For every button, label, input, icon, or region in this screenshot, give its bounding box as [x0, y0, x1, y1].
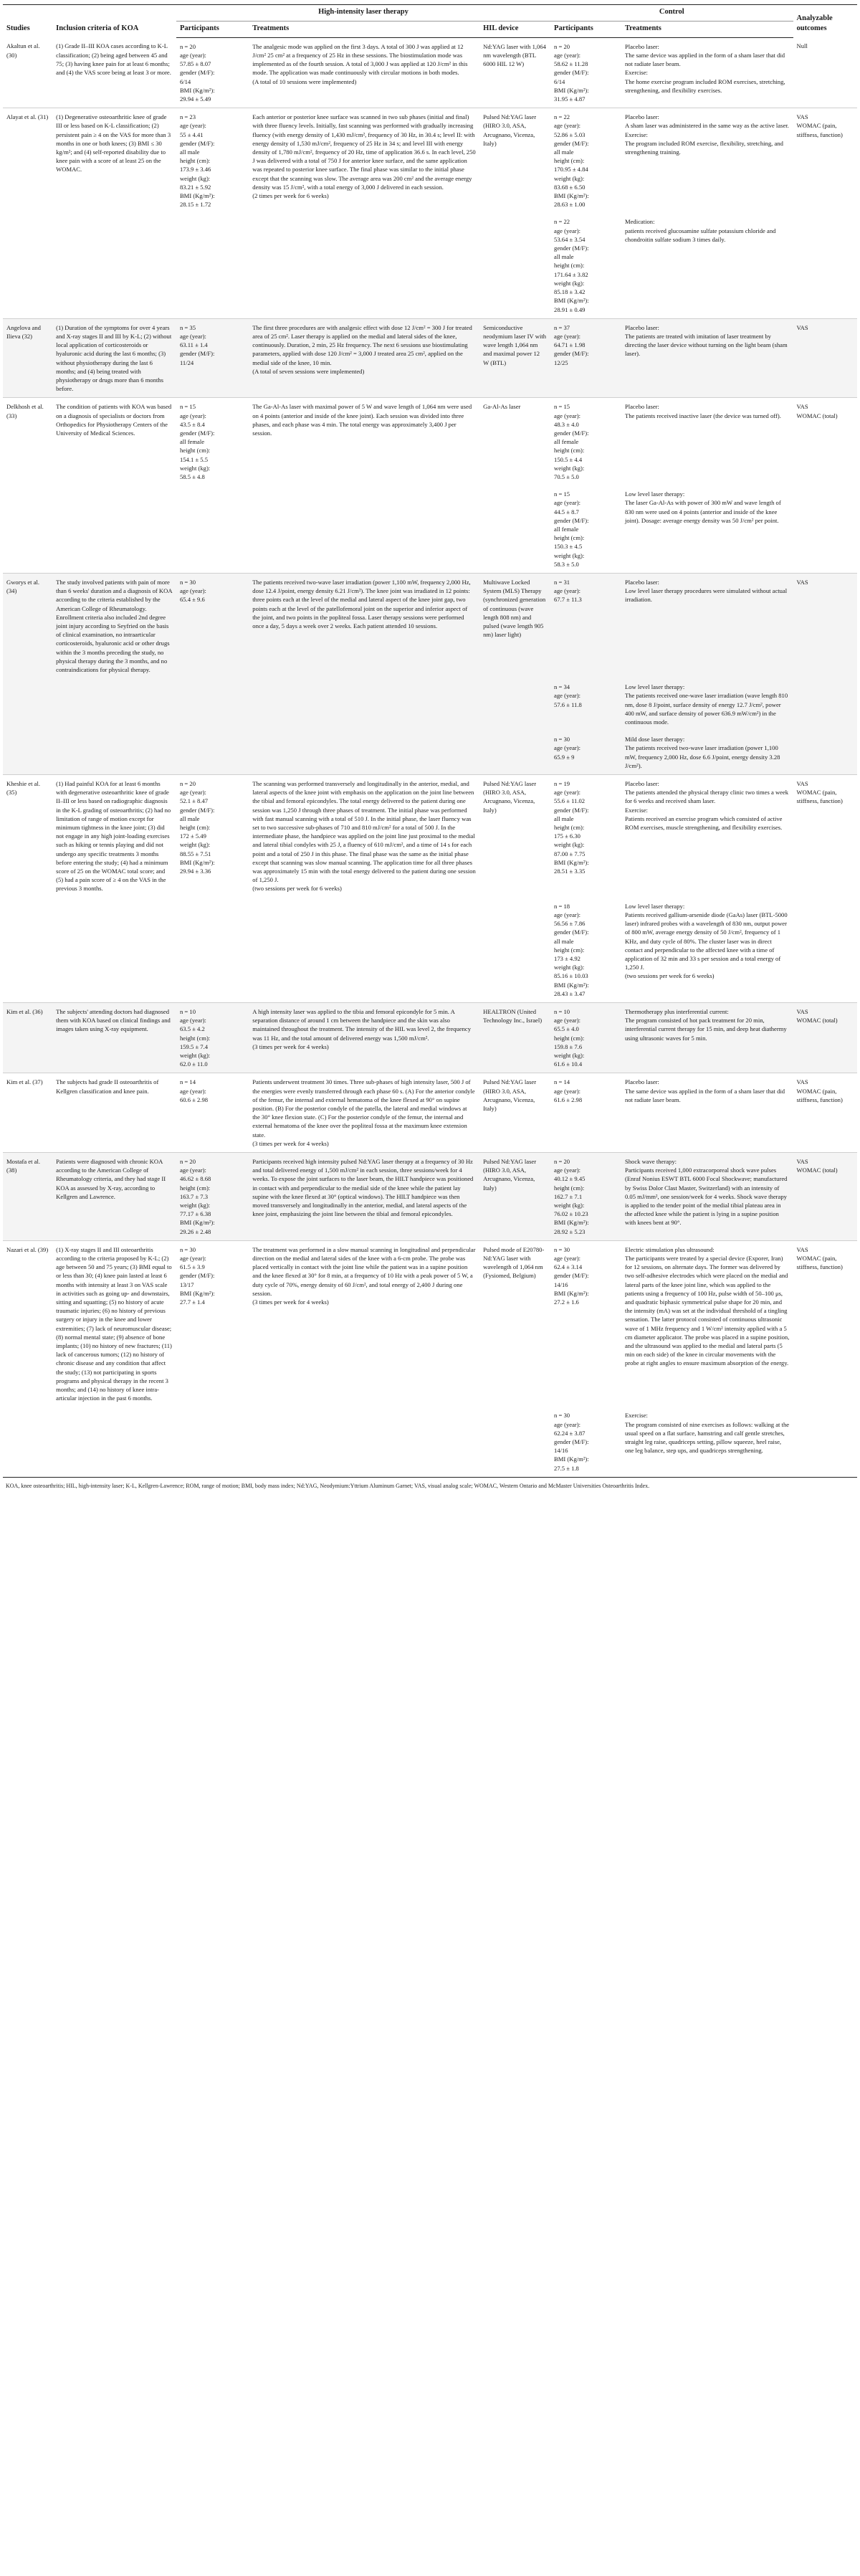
- cell-control-participants-text: n = 20 age (year): 58.62 ± 11.28 gender (M/F): 6/14 BMI (Kg/m²): 31.95 ± 4.87: [554, 42, 589, 103]
- cell-inclusion-criteria-text: (1) Grade II–III KOA cases according to K-L classification; (2) being aged between 45 and 75; (3) having knee pain for at least 6 months; and (4) the VAS score being at least 3 or more.: [56, 42, 171, 76]
- cell-inclusion-criteria: [52, 573, 176, 678]
- cell-inclusion-criteria: [52, 398, 176, 485]
- cell-outcomes: [793, 1152, 857, 1240]
- cell-hilt-participants-text: n = 14 age (year): 60.6 ± 2.98: [179, 1078, 209, 1103]
- table-row: [3, 898, 857, 1003]
- cell-inclusion-criteria: [52, 485, 176, 573]
- cell-study: [3, 898, 52, 1003]
- cell-inclusion-criteria: [52, 1152, 176, 1240]
- table-row: [3, 318, 857, 398]
- cell-hil-device-text: Multiwave Locked System (MLS) Therapy (synchronized generation of continuous (wave length 808 nm) and pulsed (wave length 905 nm) laser light): [483, 578, 546, 639]
- cell-hil-device: [479, 731, 550, 774]
- header-control-participants: Participants: [550, 21, 621, 37]
- cell-control-participants: [550, 678, 621, 731]
- cell-control-treatment-text: Electric stimulation plus ultrasound: The participants were treated by a special device (Exporer, Iran) for 12 sessions, on alternate days. The former was delivered by two self-adhesive electrodes which were placed on the medial and lateral parts of the knee joint line, which was applied to the patients using a frequency of 100 Hz, pulse width of 50–100 μs, and quadratic biphasic symmetrical pulse shape for 20 min, and the intensity (mA) was set at the individual threshold of a tingling sensation. The latter protocol consisted of continuous ultrasonic wave of 1 MHz frequency and 1 W/cm² intensity applied with a 5 cm diameter applicator. The probe was placed in a supine position, and the ultrasound was applied to the medial and lateral parts (5 min on each side) of the knee in circular movements with the probe at right angles to ensure maximum absorption of the energy.: [624, 1245, 790, 1367]
- cell-control-treatment-text: Placebo laser: The same device was applied in the form of a sham laser that did not radiate laser beam. Exercise: The home exercise program included ROM exercises, stretching, strengthening, and flexibility exercises.: [624, 42, 785, 94]
- cell-study: [3, 37, 52, 108]
- cell-study-text: Angelova and Ilieva (32): [6, 323, 41, 340]
- header-hilt-treatments: Treatments: [249, 21, 479, 37]
- cell-hilt-treatment-text: Participants received high intensity pulsed Nd:YAG laser therapy at a frequency of 30 Hz and total delivered energy of 1,500 mJ/cm² in each session, three sessions/week for 4 weeks. To expose the joint surfaces to the laser beam, the HILT handpiece was positioned in contact with and perpendicular to the medial side of the knee while the patient lay supine with the knee flexed at 30° (optical windows). The HILT handpiece was then moved transversely and longitudinally in the anterior, medial, and lateral aspects of the knee joint, emphasizing the joint line between the tibial and femoral epicondyles.: [252, 1157, 474, 1218]
- cell-study: [3, 485, 52, 573]
- cell-control-treatment: [621, 213, 793, 318]
- cell-outcomes-text: VAS: [796, 578, 808, 586]
- cell-study: [3, 1240, 52, 1407]
- cell-study: [3, 775, 52, 898]
- cell-hil-device: [479, 573, 550, 678]
- cell-control-treatment-text: Mild dose laser therapy: The patients received two-wave laser irradiation (power 1,100 mW, frequency 2,000 Hz, dose 6.6 J/point, energy density 3.28 J/cm²).: [624, 736, 780, 769]
- cell-inclusion-criteria: [52, 1073, 176, 1153]
- cell-outcomes: [793, 1073, 857, 1153]
- cell-hilt-participants: [176, 318, 249, 398]
- cell-control-treatment: [621, 485, 793, 573]
- table-row: [3, 1073, 857, 1153]
- table-footnote: KOA, knee osteoarthritis; HIL, high-intensity laser; K-L, Kellgren-Lawrence; ROM, range of motion; BMI, body mass index; Nd:YAG, Neodymium:Yttrium Aluminum Garnet; VAS, visual analog scale; WOMAC, Western Ontario and McMaster Universities Osteoarthritis Index.: [6, 1482, 650, 1489]
- cell-control-participants: [550, 1073, 621, 1153]
- cell-hilt-participants-text: n = 20 age (year): 57.85 ± 8.07 gender (M/F): 6/14 BMI (Kg/m²): 29.94 ± 5.49: [179, 42, 215, 103]
- cell-hilt-treatment-text: The first three procedures are with analgesic effect with dose 12 J/cm² = 300 J for treated area of 25 cm². Laser therapy is applied on the medial and lateral sides of the knee, continuously. Duration, 2 min, 25 Hz frequency. The next 6 sessions use biostimulating parameters, applied with dose 120 J/cm² = 3,000 J treated area 25 cm², applied on the medial side of the knee, 10 min. (A total of seven sessions were implemented): [252, 323, 472, 375]
- cell-hil-device-text: Nd:YAG laser with 1,064 nm wavelength (BTL 6000 HIL 12 W): [483, 42, 546, 68]
- table-row: [3, 37, 857, 108]
- cell-hilt-participants: [176, 108, 249, 214]
- cell-hilt-treatment-text: The treatment was performed in a slow manual scanning in longitudinal and perpendicular direction on the medial and lateral sides of the knee with a 6-cm probe. The probe was placed vertically in contact with the joint line while the patient was in a supine position and the knee flexed at 30° for 8 min, at a frequency of 10 Hz with a peak power of 5 W, a duty cycle of 70%, energy density of 60 J/cm², and total energy of 2,400 J during one session. (3 times per week for 4 weeks): [252, 1245, 476, 1306]
- cell-hilt-treatment: [249, 1240, 479, 1407]
- cell-control-participants-text: n = 14 age (year): 61.6 ± 2.98: [554, 1078, 583, 1103]
- cell-outcomes: [793, 485, 857, 573]
- cell-outcomes: [793, 731, 857, 774]
- cell-hil-device: [479, 678, 550, 731]
- cell-inclusion-criteria: [52, 318, 176, 398]
- cell-inclusion-criteria: [52, 1002, 176, 1073]
- table-row: [3, 1152, 857, 1240]
- cell-control-treatment: [621, 573, 793, 678]
- table-row: [3, 213, 857, 318]
- cell-hil-device: [479, 318, 550, 398]
- cell-hil-device-text: HEALTRON (United Technology Inc., Israel): [483, 1007, 543, 1025]
- cell-outcomes-text: VAS WOMAC (pain, stiffness, function): [796, 780, 843, 805]
- cell-hilt-treatment: [249, 1002, 479, 1073]
- cell-hilt-participants-text: n = 30 age (year): 65.4 ± 9.6: [179, 578, 206, 604]
- cell-control-participants-text: n = 30 age (year): 62.4 ± 3.14 gender (M/F): 14/16 BMI (Kg/m²): 27.2 ± 1.6: [554, 1245, 589, 1306]
- table-row: [3, 485, 857, 573]
- cell-hilt-participants-text: n = 20 age (year): 52.1 ± 8.47 gender (M/F): all male height (cm): 172 ± 5.49 weight (kg): 88.55 ± 7.51 BMI (Kg/m²): 29.94 ± 3.36: [179, 780, 215, 875]
- cell-hil-device-text: Ga-Al-As laser: [483, 403, 521, 411]
- cell-control-treatment: [621, 775, 793, 898]
- table-row: [3, 1240, 857, 1407]
- cell-study: [3, 318, 52, 398]
- cell-outcomes-text: VAS WOMAC (pain, stiffness, function): [796, 1078, 843, 1103]
- cell-control-treatment-text: Low level laser therapy: The laser Ga-Al-As with power of 300 mW and wave length of 830 nm were used on 4 points (anterior and inside of the knee joint). Dosage: average energy density was 50 J/cm² per point.: [624, 490, 781, 524]
- header-studies: Studies: [3, 5, 52, 38]
- cell-study: [3, 213, 52, 318]
- header-control-treatments: Treatments: [621, 21, 793, 37]
- cell-hilt-treatment: [249, 108, 479, 214]
- cell-hil-device: [479, 898, 550, 1003]
- cell-hilt-treatment: [249, 1073, 479, 1153]
- cell-outcomes: [793, 1240, 857, 1407]
- cell-control-treatment-text: Placebo laser: Low level laser therapy procedures were simulated without actual irradiation.: [624, 578, 788, 604]
- cell-study-text: Nazari et al. (39): [6, 1245, 49, 1253]
- cell-inclusion-criteria-text: The condition of patients with KOA was based on a diagnosis of specialists or doctors from Orthopedics for Physiotherapy Centers of the University of Medical Sciences.: [56, 403, 172, 437]
- cell-hilt-participants-text: n = 20 age (year): 46.62 ± 8.68 height (cm): 163.7 ± 7.3 weight (kg): 77.17 ± 6.38 BMI (Kg/m²): 29.26 ± 2.48: [179, 1157, 215, 1235]
- cell-study-text: Kheshie et al. (35): [6, 780, 41, 797]
- cell-control-treatment: [621, 398, 793, 485]
- cell-hilt-treatment-text: A high intensity laser was applied to the tibia and femoral epicondyle for 5 min. A separation distance of around 1 cm between the handpiece and the skin was also maintained throughout the treatment. The intensity of the HIL was level 2, the frequency was 11 Hz, and the total amount of delivered energy was 1,500 mJ/cm². (3 times per week for 4 weeks): [252, 1007, 472, 1050]
- header-hilt-group: High-intensity laser therapy: [176, 5, 550, 22]
- cell-hilt-treatment: [249, 898, 479, 1003]
- cell-outcomes-text: VAS WOMAC (pain, stiffness, function): [796, 113, 843, 138]
- cell-hil-device: [479, 1073, 550, 1153]
- table-row: [3, 678, 857, 731]
- cell-study-text: Delkhosh et al. (33): [6, 403, 44, 419]
- cell-hilt-treatment: [249, 485, 479, 573]
- cell-control-participants: [550, 485, 621, 573]
- cell-control-participants-text: n = 18 age (year): 56.56 ± 7.86 gender (M/F): all male height (cm): 173 ± 4.92 weight (kg): 85.16 ± 10.03 BMI (Kg/m²): 28.43 ± 3.47: [554, 902, 589, 997]
- table-header: [3, 5, 857, 38]
- cell-inclusion-criteria: [52, 108, 176, 214]
- cell-outcomes-text: VAS WOMAC (total): [796, 1007, 838, 1025]
- cell-hilt-treatment-text: The patients received two-wave laser irradiation (power 1,100 mW, frequency 2,000 Hz, dose 12.4 J/point, energy density 6.21 J/cm²). The knee joint was irradiated in 12 points: three points each at the level of the medial and lateral aspect of the knee joint gap, two points each at the level of the patellofemoral joint on the superior and inferior aspect of the joint, and two points in the popliteal fossa. Laser therapy sessions were performed once a day, 5 days a week over 2 weeks. Each patient attended 10 sessions.: [252, 578, 471, 629]
- cell-control-participants: [550, 1407, 621, 1477]
- cell-study-text: Kim et al. (37): [6, 1078, 43, 1086]
- cell-hil-device: [479, 1240, 550, 1407]
- cell-hilt-treatment-text: Patients underwent treatment 30 times. Three sub-phases of high intensity laser, 500 J of the energies were evenly transferred through each phase 60 s. (A) For the anterior condyle of the femur, the internal and external hematoma of the knee flexed at 90° on supine position. (B) For the posterior condyle of the patella, the lateral and medial windows at the 30° knee flexion state. (C) For the posterior condyle of the femur, the internal and external hematoma of the knee over the popliteal fossa at the maximum knee extension state. (3 times per week for 4 weeks): [252, 1078, 475, 1147]
- cell-control-participants: [550, 213, 621, 318]
- cell-outcomes: [793, 678, 857, 731]
- cell-hilt-treatment: [249, 213, 479, 318]
- cell-study: [3, 1002, 52, 1073]
- cell-hilt-treatment: [249, 731, 479, 774]
- cell-study: [3, 1407, 52, 1477]
- cell-inclusion-criteria-text: The subjects had grade II osteoarthritis of Kellgren classification and knee pain.: [56, 1078, 159, 1095]
- table-row: [3, 1002, 857, 1073]
- cell-inclusion-criteria: [52, 731, 176, 774]
- cell-control-treatment-text: Thermotherapy plus interferential current: The program consisted of hot pack treatment for 20 min, interferential current therapy for 15 min, and deep heat diathermy using ultrasonic waves for 5 min.: [624, 1007, 787, 1042]
- cell-control-participants: [550, 108, 621, 214]
- cell-control-participants-text: n = 10 age (year): 65.5 ± 4.0 height (cm): 159.8 ± 7.6 weight (kg): 61.6 ± 10.4: [554, 1007, 585, 1068]
- cell-inclusion-criteria-text: Patients were diagnosed with chronic KOA according to the American College of Rheumatology criteria, and they had stage II KOA as assessed by X-ray, according to Kellgren and Lawrence.: [56, 1157, 166, 1200]
- cell-control-participants: [550, 318, 621, 398]
- cell-control-participants: [550, 573, 621, 678]
- cell-hil-device-text: Pulsed Nd:YAG laser (HIRO 3.0, ASA, Arcugnano, Vicenza, Italy): [483, 113, 537, 147]
- cell-inclusion-criteria: [52, 37, 176, 108]
- cell-study-text: Akaltun et al. (30): [6, 42, 40, 59]
- cell-hilt-participants: [176, 731, 249, 774]
- cell-hil-device: [479, 398, 550, 485]
- cell-control-participants-text: n = 30 age (year): 65.9 ± 9: [554, 736, 581, 761]
- cell-control-participants: [550, 731, 621, 774]
- cell-control-participants-text: n = 30 age (year): 62.24 ± 3.87 gender (M/F): 14/16 BMI (Kg/m²): 27.5 ± 1.8: [554, 1412, 589, 1472]
- cell-inclusion-criteria: [52, 1407, 176, 1477]
- cell-study: [3, 108, 52, 214]
- cell-control-treatment-text: Placebo laser: The patients received inactive laser (the device was turned off).: [624, 403, 781, 419]
- cell-inclusion-criteria-text: The study involved patients with pain of more than 6 weeks' duration and a diagnosis of KOA according to the criteria established by the American College of Rheumatology. Enrollment criteria also included 2nd degree joint injury according to Seyfried on the basis of clinical examination, no intraarticular corticosteroids, hyaluronic acid or other drugs within the 3 months preceding the study, no physical therapy during the 3 months, and no contraindications for physical therapy.: [56, 578, 173, 674]
- cell-hilt-treatment-text: The scanning was performed transversely and longitudinally in the anterior, medial, and lateral aspects of the knee joint with emphasis on the application on the joint line between the tibial and femoral epicondyles. The total energy delivered to the patient during one session was 1,250 J through three phases of treatment. The initial phase was performed with fast manual scanning with a total of 510 J. In the initial phase, the laser fluency was set to two successive sub-phases of 710 and 810 mJ/cm² for a total of 500 J. In the intermediate phase, the handpiece was applied on the joint line just proximal to the medial and lateral tibial condyles with 25 J, a fluency of 610 mJ/cm², and a time of 14 s for each point and a total of 250 J in this phase. The final phase was the same as the initial phase except that scanning was slow manual scanning. The application time for all three phases was approximately 15 min with the total energy delivered to the patient during one session of 1,250 J. (two sessions per week for 6 weeks): [252, 780, 476, 893]
- cell-control-treatment-text: Placebo laser: The patients attended the physical therapy clinic two times a week for 6 weeks and received sham laser. Exercise: Patients received an exercise program which consisted of active ROM exercises, muscle strengthening, and flexibility exercises.: [624, 780, 789, 832]
- cell-hil-device: [479, 37, 550, 108]
- cell-control-treatment: [621, 37, 793, 108]
- cell-control-participants-text: n = 34 age (year): 57.6 ± 11.8: [554, 683, 582, 708]
- table-row: [3, 108, 857, 214]
- cell-control-treatment-text: Medication: patients received glucosamine sulfate potassium chloride and chondroitin sulfate sodium 3 times daily.: [624, 218, 776, 243]
- cell-control-participants-text: n = 15 age (year): 44.5 ± 8.7 gender (M/F): all female height (cm): 150.3 ± 4.5 weight (kg): 58.3 ± 5.0: [554, 490, 589, 568]
- cell-hil-device: [479, 1407, 550, 1477]
- header-inclusion: Inclusion criteria of KOA: [52, 5, 176, 38]
- cell-hil-device-text: Pulsed Nd:YAG laser (HIRO 3.0, ASA, Arcugnano, Vicenza, Italy): [483, 1078, 537, 1112]
- cell-hilt-participants-text: n = 23 age (year): 55 ± 4.41 gender (M/F): all male height (cm): 173.9 ± 3.46 weight (kg): 83.21 ± 5.92 BMI (Kg/m²): 28.15 ± 1.72: [179, 113, 215, 209]
- cell-inclusion-criteria-text: (1) Degenerative osteoarthritic knee of grade III or less based on K-L classification; (2) persistent pain ≥ 4 on the VAS for more than 3 months in one or both knees; (3) BMI ≤ 30 kg/m²; and (4) self-reported disability due to knee pain with a score of at least 25 on the WOMAC.: [56, 113, 171, 174]
- cell-hilt-treatment: [249, 398, 479, 485]
- cell-study-text: Kim et al. (36): [6, 1007, 43, 1015]
- cell-control-treatment: [621, 731, 793, 774]
- cell-control-treatment: [621, 1152, 793, 1240]
- cell-hil-device: [479, 775, 550, 898]
- cell-control-treatment-text: Shock wave therapy: Participants received 1,000 extracorporeal shock wave pulses (Enraf Nonius ESWT BTL 6000 Focal Shockwave; manufactured by Swiss Dolor Clast Master, Switzerland) with an intensity of 0.05 mJ/mm², one session/week for 4 weeks. Shock wave therapy is applied to the tender point of the medial tibial plateau area in the affected knee while the patient is lying in a supine position with knees bent at 90°.: [624, 1157, 788, 1227]
- cell-hil-device: [479, 108, 550, 214]
- cell-hilt-participants: [176, 678, 249, 731]
- cell-control-participants-text: n = 22 age (year): 53.64 ± 3.54 gender (M/F): all male height (cm): 171.64 ± 3.82 weight (kg): 85.18 ± 3.42 BMI (Kg/m²): 28.91 ± 0.49: [554, 218, 589, 313]
- cell-hilt-treatment: [249, 37, 479, 108]
- cell-hilt-treatment-text: The analgesic mode was applied on the first 3 days. A total of 300 J was applied at 12 J/cm² 25 cm² at a frequency of 25 Hz in these sessions. The biostimulation mode was implemented as of the fourth session. A total of 3,000 J was applied at 120 J/cm² in this mode. The application was made continuously with circular motions in both modes. (A total of 10 sessions were implemented): [252, 42, 468, 85]
- header-control-group: Control: [550, 5, 793, 22]
- table-row: [3, 775, 857, 898]
- cell-inclusion-criteria: [52, 775, 176, 898]
- cell-hilt-treatment-text: Each anterior or posterior knee surface was scanned in two sub phases (initial and final) with three fluency levels. Initially, fast scanning was performed with gradually increasing fluency (with energy density of 1,430 mJ/cm², frequency of 30 Hz, in 30.4 s; level II: with energy density of 1,530 mJ/cm², frequency of 25 Hz in 34 s; and level III with energy density of 1,780 mJ/cm², frequency of 20 Hz, time of application 36.6 s. In each level, 250 J was delivered with a total of 750 J for anterior knee surface, and the same application was repeated to posterior knee surface. The final phase was similar to the initial phase except that the scanning was slow. The average area was 200 cm² and the average energy density was 15 J/cm², with a total energy of 3,000 J delivered in each session. (2 times per week for 6 weeks): [252, 113, 476, 200]
- cell-hil-device-text: Pulsed mode of E20780-Nd:YAG laser with wavelength of 1,064 nm (Fysiomed, Belgium): [483, 1245, 545, 1280]
- cell-control-participants: [550, 1240, 621, 1407]
- cell-hilt-participants: [176, 1002, 249, 1073]
- cell-study: [3, 678, 52, 731]
- table-body: [3, 37, 857, 1477]
- cell-hilt-treatment: [249, 573, 479, 678]
- table-row: [3, 398, 857, 485]
- cell-control-treatment-text: Low level laser therapy: Patients received gallium-arsenide diode (GaAs) laser (BTL-5000 laser) infrared probes with a wavelength of 830 nm, output power of 800 mW, average energy density of 50 J/cm², frequency of 1 KHz, and duty cycle of 80%. The cluster laser was in direct contact and perpendicular to the affected knee with a time of application of 32 min and 33 s per session and a total energy of 1,250 J. (two sessions per week for 6 weeks): [624, 902, 788, 980]
- cell-outcomes-text: VAS: [796, 323, 808, 331]
- cell-hil-device: [479, 1002, 550, 1073]
- cell-hilt-participants: [176, 1073, 249, 1153]
- table-row: [3, 1407, 857, 1477]
- cell-outcomes: [793, 108, 857, 214]
- cell-outcomes: [793, 37, 857, 108]
- cell-control-participants: [550, 1002, 621, 1073]
- cell-control-treatment: [621, 1240, 793, 1407]
- cell-study-text: Mostafa et al. (38): [6, 1157, 41, 1174]
- cell-hilt-participants: [176, 485, 249, 573]
- cell-control-participants-text: n = 31 age (year): 67.7 ± 11.3: [554, 578, 582, 604]
- cell-control-participants-text: n = 19 age (year): 55.6 ± 11.02 gender (M/F): all male height (cm): 175 ± 6.30 weight (kg): 87.00 ± 7.75 BMI (Kg/m²): 28.51 ± 3.35: [554, 780, 589, 875]
- cell-control-treatment: [621, 1073, 793, 1153]
- cell-hilt-participants-text: n = 35 age (year): 63.11 ± 1.4 gender (M/F): 11/24: [179, 323, 215, 366]
- cell-hil-device-text: Semiconductive neodymium laser IV with wave length 1,064 nm and maximal power 12 W (BTL): [483, 323, 547, 366]
- cell-control-participants: [550, 898, 621, 1003]
- cell-study: [3, 731, 52, 774]
- cell-hilt-participants-text: n = 10 age (year): 63.5 ± 4.2 height (cm): 159.5 ± 7.4 weight (kg): 62.0 ± 11.0: [179, 1007, 211, 1068]
- cell-study: [3, 573, 52, 678]
- cell-hilt-participants-text: n = 15 age (year): 43.5 ± 8.4 gender (M/F): all female height (cm): 154.1 ± 5.5 weight (kg): 58.5 ± 4.8: [179, 403, 215, 480]
- cell-control-participants: [550, 775, 621, 898]
- cell-hil-device: [479, 485, 550, 573]
- cell-hil-device: [479, 1152, 550, 1240]
- cell-study: [3, 1073, 52, 1153]
- cell-hilt-participants: [176, 1407, 249, 1477]
- cell-control-treatment: [621, 898, 793, 1003]
- cell-hilt-treatment: [249, 1407, 479, 1477]
- cell-control-treatment: [621, 318, 793, 398]
- cell-control-treatment: [621, 678, 793, 731]
- cell-outcomes: [793, 398, 857, 485]
- cell-outcomes-text: VAS WOMAC (total): [796, 403, 838, 419]
- cell-outcomes-text: Null: [796, 42, 808, 50]
- header-hilt-participants: Participants: [176, 21, 249, 37]
- cell-control-participants-text: n = 20 age (year): 40.12 ± 9.45 height (cm): 162.7 ± 7.1 weight (kg): 76.02 ± 10.23 BMI (Kg/m²): 28.92 ± 5.23: [554, 1157, 589, 1235]
- cell-inclusion-criteria: [52, 898, 176, 1003]
- cell-control-treatment-text: Low level laser therapy: The patients received one-wave laser irradiation (wave length 810 nm, dose 8 J/point, surface density of energy 12.7 J/cm², power 400 mW, and surface density of power 636.9 mW/cm²) in the continuous mode.: [624, 683, 788, 726]
- cell-hilt-participants-text: n = 30 age (year): 61.5 ± 3.9 gender (M/F): 13/17 BMI (Kg/m²): 27.7 ± 1.4: [179, 1245, 215, 1306]
- header-hil-device: HIL device: [479, 21, 550, 37]
- cell-outcomes: [793, 213, 857, 318]
- cell-inclusion-criteria-text: (1) X-ray stages II and III osteoarthritis according to the criteria proposed by K-L; (2) age between 50 and 75 years; (3) BMI equal to or less than 30; (4) knee pain lasted at least 6 months with intensity at least 3 on VAS scale in activities such as going up- and downstairs, sitting and squatting; (5) no history of acute traumatic injuries; (6) no history of previous surgery or injury in the knee and lower extremities; (7) lack of neuromuscular disease; (8) normal mental state; (9) absence of bone implants; (10) no history of new fractures; (11) lack of cancerous tumors; (12) no history of chronic disease and any condition that affect the study; (13) not participating in sports programs and physical therapy in the recent 3 months; and (14) no history of knee intra-articular injection in the past 6 months.: [56, 1245, 172, 1402]
- cell-hilt-treatment: [249, 678, 479, 731]
- cell-hilt-participants: [176, 775, 249, 898]
- cell-study-text: Alayat et al. (31): [6, 113, 49, 121]
- cell-outcomes: [793, 318, 857, 398]
- cell-control-treatment: [621, 108, 793, 214]
- cell-hilt-treatment: [249, 1152, 479, 1240]
- cell-hilt-treatment: [249, 318, 479, 398]
- cell-hilt-treatment: [249, 775, 479, 898]
- cell-hilt-participants: [176, 573, 249, 678]
- cell-control-treatment-text: Placebo laser: The patients are treated with imitation of laser treatment by directing the laser device without turning on the light beam (sham laser).: [624, 323, 788, 358]
- cell-hilt-treatment-text: The Ga-Al-As laser with maximal power of 5 W and wave length of 1,064 nm were used on 4 points (anterior and inside of the knee joint). Each session was divided into three phases, and each phase was 4 min. The total energy was approximately 3,400 J per session.: [252, 403, 472, 437]
- cell-control-participants-text: n = 37 age (year): 64.71 ± 1.98 gender (M/F): 12/25: [554, 323, 589, 366]
- cell-control-participants: [550, 1152, 621, 1240]
- cell-inclusion-criteria: [52, 678, 176, 731]
- cell-inclusion-criteria-text: The subjects' attending doctors had diagnosed them with KOA based on clinical findings and images taken using X-ray equipment.: [56, 1007, 171, 1033]
- cell-outcomes: [793, 1407, 857, 1477]
- header-outcomes: Analyzable outcomes: [793, 5, 857, 38]
- studies-table: [3, 4, 857, 1478]
- cell-inclusion-criteria-text: (1) Duration of the symptoms for over 4 years and X-ray stages II and III by K-L; (2) without local application of corticosteroids or hyaluronic acid during the last 6 months; (3) without physiotherapy during the last 6 months; and (4) being treated with physiotherapy or drugs more than 6 months before.: [56, 323, 172, 393]
- cell-hilt-participants: [176, 1240, 249, 1407]
- cell-study-text: Gworys et al. (34): [6, 578, 40, 595]
- cell-control-participants: [550, 37, 621, 108]
- cell-control-treatment-text: Placebo laser: The same device was applied in the form of a sham laser that did not radiate laser beam.: [624, 1078, 785, 1103]
- cell-hil-device-text: Pulsed Nd:YAG laser (HIRO 3.0, ASA, Arcugnano, Vicenza, Italy): [483, 1157, 537, 1192]
- cell-hilt-participants: [176, 213, 249, 318]
- cell-hilt-participants: [176, 398, 249, 485]
- cell-inclusion-criteria-text: (1) Had painful KOA for at least 6 months with degenerative osteoarthritic knee of grade II–III or less based on radiographic diagnosis in the K-L grading of osteoarthritis; (2) had no limitation of range of motion except for minimum tightness in the knee joint; (3) did not engage in any high joint-loading exercises such as hiking or tennis playing and did not undergo any specific treatments 3 months before entering the study; (4) had a minimum score of 25 on the WOMAC total score; and (5) had a pain score of ≥ 4 on the VAS in the previous 3 months.: [56, 780, 171, 893]
- cell-inclusion-criteria: [52, 1240, 176, 1407]
- table-row: [3, 573, 857, 678]
- cell-outcomes-text: VAS WOMAC (pain, stiffness, function): [796, 1245, 843, 1271]
- cell-study: [3, 1152, 52, 1240]
- table-row: [3, 731, 857, 774]
- cell-outcomes: [793, 775, 857, 898]
- cell-control-treatment-text: Placebo laser: A sham laser was administered in the same way as the active laser. Exercise: The program included ROM exercise, flexibility, stretching, and strengthening training.: [624, 113, 789, 156]
- cell-control-participants: [550, 398, 621, 485]
- cell-hilt-participants: [176, 37, 249, 108]
- cell-outcomes-text: VAS WOMAC (total): [796, 1157, 838, 1174]
- cell-hil-device-text: Pulsed Nd:YAG laser (HIRO 3.0, ASA, Arcugnano, Vicenza, Italy): [483, 780, 537, 814]
- cell-outcomes: [793, 573, 857, 678]
- cell-inclusion-criteria: [52, 213, 176, 318]
- cell-outcomes: [793, 898, 857, 1003]
- cell-control-participants-text: n = 15 age (year): 48.3 ± 4.0 gender (M/F): all female height (cm): 150.5 ± 4.4 weight (kg): 70.5 ± 5.0: [554, 403, 589, 480]
- cell-study: [3, 398, 52, 485]
- cell-control-treatment-text: Exercise: The program consisted of nine exercises as follows: walking at the usual speed on a flat surface, hamstring and calf gentle stretches, straight leg raise, quadriceps setting, pillow squeeze, heel raise, one leg balance, step ups, and quadriceps strengthening.: [624, 1412, 790, 1455]
- cell-control-treatment: [621, 1002, 793, 1073]
- cell-control-treatment: [621, 1407, 793, 1477]
- cell-hil-device: [479, 213, 550, 318]
- cell-outcomes: [793, 1002, 857, 1073]
- cell-control-participants-text: n = 22 age (year): 52.86 ± 5.03 gender (M/F): all male height (cm): 170.95 ± 4.84 weight (kg): 83.68 ± 6.50 BMI (Kg/m²): 28.63 ± 1.00: [554, 113, 589, 209]
- cell-hilt-participants: [176, 1152, 249, 1240]
- cell-hilt-participants: [176, 898, 249, 1003]
